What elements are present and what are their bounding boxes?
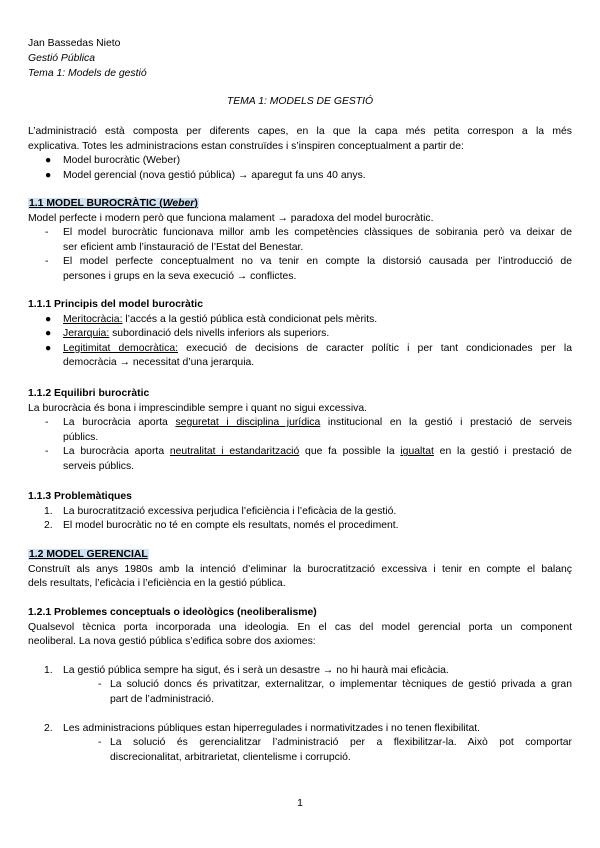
axiom-text: Les administracions públiques estan hiperregulades i normativitzades i no tenen flexibilitat. [63,722,481,734]
course-name: Gestió Pública [28,53,95,64]
section-1-1-1-heading: 1.1.1 Principis del model burocràtic [28,299,203,310]
section-1-2 [28,548,572,592]
term-text: l’accés a la gestió pública està condicionat pels mèrits. [122,313,378,325]
intro-section [28,125,572,183]
document-title: TEMA 1: MODELS DE GESTIÓ [226,96,374,107]
problem-1 [28,505,572,520]
list-number: 1. [44,664,53,676]
problem-2 [28,519,572,534]
dash-marker: - [45,446,49,458]
dash-marker: - [98,679,102,691]
dash-text: La burocràcia aporta [63,417,176,429]
topic-name: Tema 1: Models de gestió [28,68,147,79]
highlighted-heading: 1.2 MODEL GERENCIAL [29,549,148,560]
term: Jerarquia: [63,328,110,340]
intro-bullet-1 [28,154,572,169]
term: Legitimitat democràtica: [63,342,178,354]
intro-bullet-2 [28,169,572,184]
principle-legitimacy [28,342,572,357]
underlined-text: neutralitat i estandarització [169,446,300,458]
s112-dash-2-line-2: serveis públics. [63,460,135,472]
list-number: 1. [44,505,53,517]
dash-text: institucional en la gestió i prestació de serveis [320,417,572,429]
section-1-2-1-line-1: Qualsevol tècnica porta incorporada una ideologia. En el cas del model gerencial porta un component [28,621,572,633]
section-1-1-2 [28,387,572,475]
dash-text: La burocràcia aporta [63,446,170,458]
intro-bullet-text: Model burocràtic (Weber) [63,155,181,167]
section-1-1 [28,197,572,285]
dash-marker: - [45,227,49,239]
section-1-1-3 [28,490,572,534]
heading-close: ) [194,198,198,209]
term-text: subordinació dels nivells inferiors als superiors. [109,328,330,340]
spacer [28,708,572,722]
dash-text: que fa possible la [299,446,401,458]
term-text: execució de decisions de caracter polític i per tant condicionades per la [177,342,572,354]
axiom-2 [28,722,572,737]
section-1-2-heading [28,548,572,563]
section-1-2-1 [28,606,572,765]
axiom-1-solution-line-1 [28,678,572,693]
intro-line-1: L’administració està composta per diferents capes, en la que la capa més petita correspon a la més [28,126,572,137]
intro-bullet-text: Model gerencial (nova gestió pública) → aparegut fa uns 40 anys. [63,169,366,181]
bullet-dot: ● [45,169,52,181]
heading-emphasis: Weber [162,198,195,209]
s112-dash-1-line-2: públics. [63,431,99,443]
dash-marker: - [45,417,49,429]
axiom-1 [28,664,572,679]
s1-dash-1-line-2: ser eficient amb l’instauració de l’Estat del Benestar. [63,241,304,253]
section-1-2-line-2: dels resultats, l’eficàcia i l’eficiència en la gestió pública. [28,578,286,590]
section-1-2-1-heading: 1.2.1 Problemes conceptuals o ideològics (neoliberalisme) [28,607,317,618]
principle-legitimacy-line-2: democràcia → necessitat d’una jerarquia. [63,357,255,369]
section-1-1-heading [28,197,572,212]
bullet-dot: ● [45,342,52,354]
dash-text: en la gestió i prestació de [433,446,572,458]
section-1-1-1 [28,298,572,371]
list-number: 2. [44,722,53,734]
highlighted-heading [28,198,199,209]
s1-dash-2-line-2: persones i grups en la seva execució → conflictes. [63,270,297,282]
dash-text: El model perfecte conceptualment no va tenir en compte la distorsió causada per l’introducció de [63,256,572,268]
section-1-1-lead: Model perfecte i modern però que funciona malament → paradoxa del model burocràtic. [28,212,434,224]
section-1-2-1-line-2: neoliberal. La nova gestió pública s’edifica sobre dos axiomes: [28,636,316,648]
section-1-1-2-heading: 1.1.2 Equilibri burocràtic [28,388,150,399]
section-1-1-3-heading: 1.1.3 Problemàtiques [28,491,132,502]
term: Meritocràcia: [63,313,123,325]
underlined-text: seguretat i disciplina jurídica [175,417,321,429]
dash-marker: - [45,256,49,268]
axiom-2-solution-line-1 [28,736,572,751]
solution-text: La solució és gerencialitzar l’administració per a flexibilitzar-la. Això pot comportar [110,737,572,749]
problem-text: La burocratització excessiva perjudica l’eficiència i l’eficàcia de la gestió. [63,505,397,517]
bullet-dot: ● [45,313,52,325]
page-number: 1 [297,798,303,809]
dash-text: El model burocràtic funcionava millor amb les competències clàssiques de sobirania però va deixar de [63,227,572,239]
principle-hierarchy [28,327,572,342]
bullet-dot: ● [45,328,52,340]
section-1-1-2-lead: La burocràcia és bona i imprescindible sempre i quant no sigui excessiva. [28,402,368,414]
spacer [28,650,572,664]
heading-text: 1.1 MODEL BUROCRÀTIC ( [29,198,163,209]
axiom-text: La gestió pública sempre ha sigut, és i serà un desastre → no hi haurà mai eficàcia. [63,664,449,676]
author-name: Jan Bassedas Nieto [28,38,121,49]
dash-marker: - [98,737,102,749]
list-number: 2. [44,520,53,532]
axiom-2-solution-line-2: discrecionalitat, arbitrarietat, clientelisme i corrupció. [110,751,351,763]
axiom-1-solution-line-2: part de l’administració. [110,693,214,705]
principle-meritocracy [28,313,572,328]
document-header [28,36,147,81]
bullet-dot: ● [45,155,52,167]
s1-dash-1-line-1 [28,226,572,241]
section-1-2-line-1: Construït als anys 1980s amb la intenció d’eliminar la burocratització excessiva i tenir en compte el balanç [28,563,572,575]
underlined-text: igualtat [400,446,434,458]
intro-line-2: explicativa. Totes les administracions estan construïdes i s’inspiren conceptualment a partir de: [28,140,464,152]
problem-text: El model burocràtic no té en compte els resultats, només el procediment. [63,520,399,532]
solution-text: La solució doncs és privatitzar, externalitzar, o implementar tècniques de gestió privada a gran [110,679,572,691]
s1-dash-2-line-1 [28,255,572,270]
s112-dash-1-line-1 [28,416,572,431]
s112-dash-2-line-1 [28,445,572,460]
